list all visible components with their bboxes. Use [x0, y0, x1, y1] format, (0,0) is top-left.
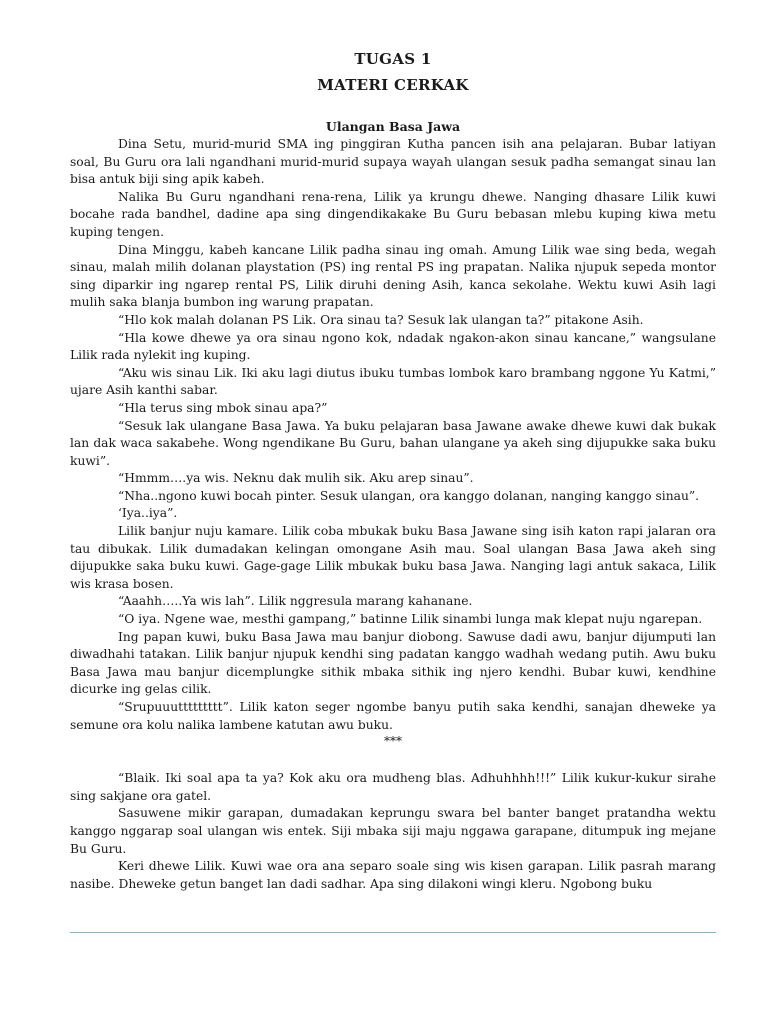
- paragraph: “O iya. Ngene wae, mesthi gampang,” batinne Lilik sinambi lunga mak klepat nuju ngarepan.: [118, 612, 703, 627]
- paragraph: “Hla kowe dhewe ya ora sinau ngono kok, ndadak ngakon-akon sinau kancane,” wangsulane Lilik rada nylekit ing kuping.: [70, 330, 716, 363]
- paragraph: “Srupuuuttttttttt”. Lilik katon seger ngombe banyu putih saka kendhi, sanajan dheweke ya semune ora kolu nalika lambene katutan awu buku.: [70, 700, 716, 732]
- story-body-part-1: [70, 136, 716, 734]
- paragraph: ‘Iya..iya”.: [118, 506, 178, 521]
- paragraph: Lilik banjur nuju kamare. Lilik coba mbukak buku Basa Jawane sing isih katon rapi jalaran ora tau dibukak. Lilik dumadakan kelingan omongane Asih mau. Soal ulangan Basa Jawa akeh sing dijupukke saka buku kuwi. Gage-gage Lilik mbukak buku basa Jawa. Nanging lagi antuk sakaca, Lilik wis krasa bosen.: [70, 524, 716, 591]
- document-heading-assignment: TUGAS 1: [354, 50, 432, 68]
- scene-separator: ***: [384, 734, 402, 749]
- paragraph: “Nha..ngono kuwi bocah pinter. Sesuk ulangan, ora kanggo dolanan, nanging kanggo sinau”.: [118, 488, 700, 503]
- paragraph: Dina Setu, murid-murid SMA ing pinggiran Kutha pancen isih ana pelajaran. Bubar latiyan soal, Bu Guru ora lali ngandhani murid-murid supaya wayah ulangan sesuk padha semangat sinau lan bisa antuk biji sing apik kabeh.: [70, 137, 716, 187]
- paragraph: “Hmmm….ya wis. Neknu dak mulih sik. Aku arep sinau”.: [118, 471, 474, 486]
- paragraph: “Aku wis sinau Lik. Iki aku lagi diutus ibuku tumbas lombok karo brambang nggone Yu Katmi,” ujare Asih kanthi sabar.: [70, 365, 716, 398]
- paragraph: “Sesuk lak ulangane Basa Jawa. Ya buku pelajaran basa Jawane awake dhewe kuwi dak bukak lan dak waca sakabehe. Wong ngendikane Bu Guru, bahan ulangane ya akeh sing dijupukke saka buku kuwi”.: [70, 418, 716, 468]
- footer-rule: [70, 932, 716, 933]
- paragraph: “Hla terus sing mbok sinau apa?”: [118, 400, 328, 415]
- paragraph: Keri dhewe Lilik. Kuwi wae ora ana separo soale sing wis kisen garapan. Lilik pasrah marang nasibe. Dheweke getun banget lan dadi sadhar. Apa sing dilakoni wingi kleru. Ngobong buku: [70, 859, 716, 891]
- document-heading-subject: MATERI CERKAK: [317, 76, 469, 94]
- paragraph: “Aaahh…..Ya wis lah”. Lilik nggresula marang kahanane.: [118, 594, 473, 609]
- paragraph: Ing papan kuwi, buku Basa Jawa mau banjur diobong. Sawuse dadi awu, banjur dijumputi lan diwadhahi tatakan. Lilik banjur njupuk kendhi sing padatan kanggo wadhah wedang putih. Awu buku Basa Jawa mau banjur dicemplungke sithik mbaka sithik ing njero kendhi. Bubar kuwi, kendhine dicurke ing gelas cilik.: [70, 629, 716, 697]
- paragraph: Sasuwene mikir garapan, dumadakan keprungu swara bel banter banget pratandha wektu kanggo nggarap soal ulangan wis entek. Siji mbaka siji maju nggawa garapane, ditumpuk ing mejane Bu Guru.: [70, 806, 716, 856]
- paragraph: Nalika Bu Guru ngandhani rena-rena, Lilik ya krungu dhewe. Nanging dhasare Lilik kuwi bocahe rada bandhel, dadine apa sing dingendikakake Bu Guru bebasan mlebu kuping kiwa metu kuping tengen.: [70, 189, 716, 239]
- story-title: Ulangan Basa Jawa: [325, 119, 461, 134]
- story-body-part-2: [70, 770, 716, 893]
- paragraph: “Hlo kok malah dolanan PS Lik. Ora sinau ta? Sesuk lak ulangan ta?” pitakone Asih.: [118, 312, 644, 327]
- paragraph: Dina Minggu, kabeh kancane Lilik padha sinau ing omah. Amung Lilik wae sing beda, wegah sinau, malah milih dolanan playstation (PS) ing rental PS ing prapatan. Nalika njupuk sepeda montor sing diparkir ing ngarep rental PS, Lilik diruhi dening Asih, kanca sekolahe. Wektu kuwi Asih lagi mulih saka blanja bumbon ing warung prapatan.: [70, 242, 716, 310]
- paragraph: “Blaik. Iki soal apa ta ya? Kok aku ora mudheng blas. Adhuhhhh!!!” Lilik kukur-kukur sirahe sing sakjane ora gatel.: [70, 771, 716, 803]
